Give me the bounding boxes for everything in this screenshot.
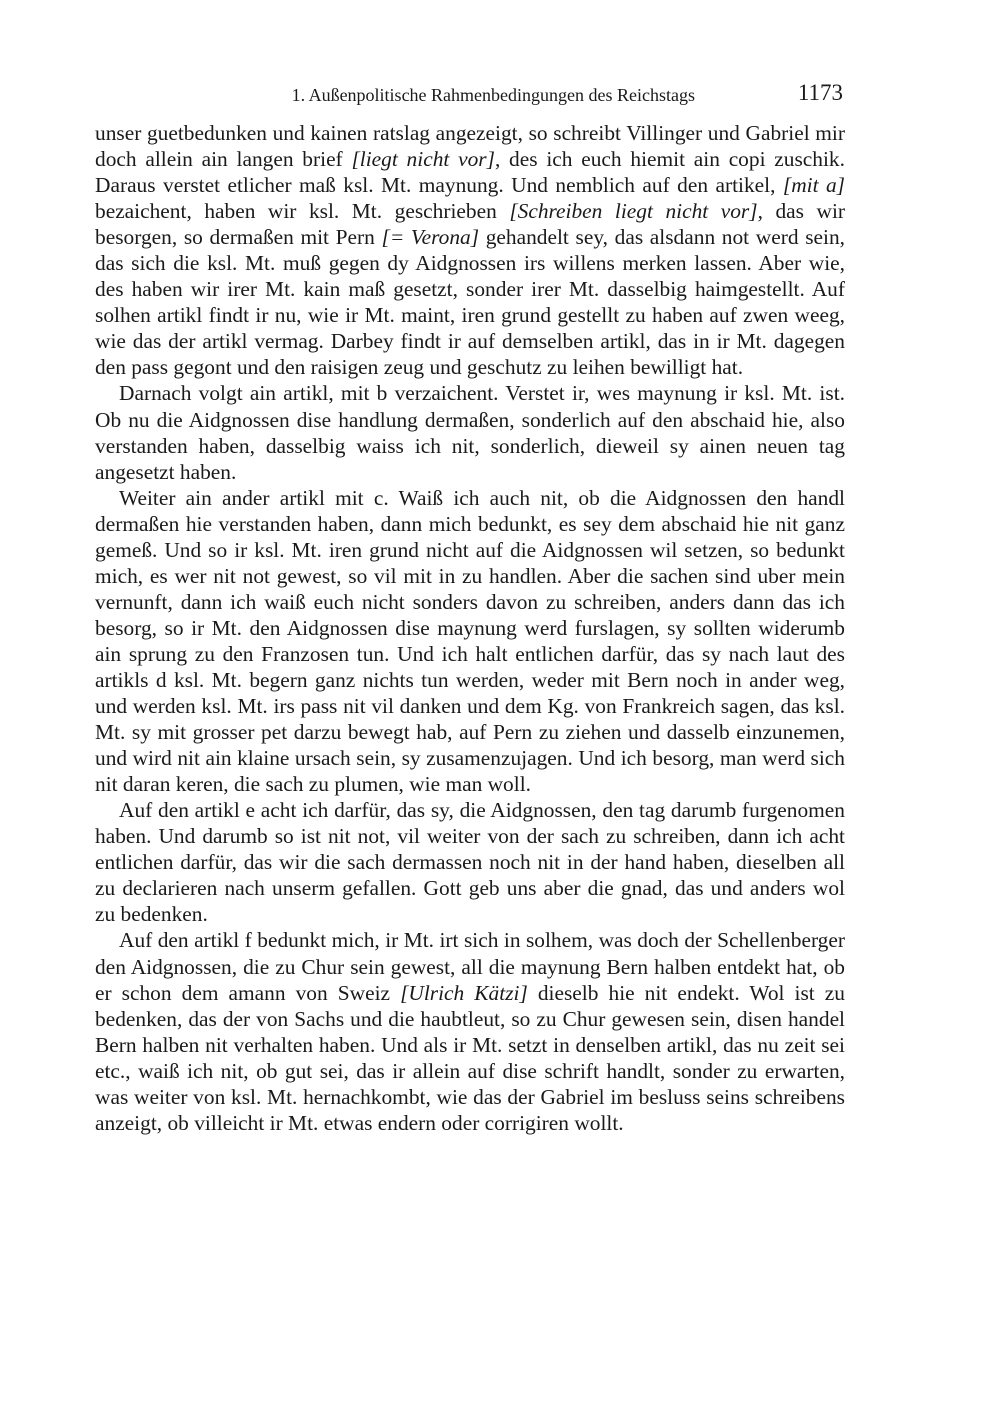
editorial-note: [mit a] [782, 173, 845, 198]
text-run: , das wir besorgen, so dermaßen mit Pern [95, 199, 846, 250]
text-run: Auf den artikl e acht ich darfür, das sy, die Aidgnossen, den tag darumb furgenomen haben. Und darumb so ist nit not, vil weiter von der sach zu schreiben, dann ich acht entlichen darfür, das wir die sach dermassen noch nit in der hand haben, dieselben all zu declarieren nach unserm gefallen. Gott geb uns aber die gnad, das und anders wol zu bedenken. [95, 798, 845, 927]
running-head [95, 80, 845, 110]
paragraph [95, 485, 845, 798]
text-run: gehandelt sey, das alsdann not werd sein, das sich die ksl. Mt. muß gegen dy Aidgnossen irs willens merken lassen. Aber wie, des haben wir irer Mt. kain maß gesetzt, sonder irer Mt. dasselbig haimgestellt. Auf solhen artikl findt ir nu, wie ir Mt. maint, iren grund gestellt zu haben auf zwen weeg, wie das der artikl vermag. Darbey findt ir auf demselben artikl, das in ir Mt. dagegen den pass gegont und den raisigen zeug und geschutz zu leihen bewilligt hat. [95, 225, 845, 380]
text-run: unser guetbedunken und kainen ratslag angezeigt, so schreibt Villinger und Gabriel mir doch allein ain langen brief [95, 121, 845, 172]
editorial-note: [Ulrich Kätzi] [400, 980, 528, 1005]
text-run: , des ich euch hiemit ain copi zuschik. Daraus verstet etlicher maß ksl. Mt. maynung. Und nemblich auf den artikel, [95, 147, 845, 198]
text-run: dieselb hie nit endekt. Wol ist zu bedenken, das der von Sachs und die haubtleut, so zu Chur gewesen sein, disen handel Bern halben nit verhalten haben. Und als ir Mt. setzt in denselben artikl, das nu zeit sei etc., waiß ich nit, ob gut sei, das ir allein auf dise schrift handlt, sonder zu erwarten, was weiter von ksl. Mt. hernachkombt, wie das der Gabriel im besluss seins schreibens anzeigt, ob villeicht ir Mt. etwas endern oder corrigiren wollt. [95, 980, 845, 1135]
body-text [95, 120, 845, 1136]
editorial-note: [Schreiben liegt nicht vor] [509, 199, 758, 224]
running-title: 1. Außenpolitische Rahmenbedingungen des Reichstags [291, 85, 695, 105]
text-run: Weiter ain ander artikl mit c. Waiß ich auch nit, ob die Aidgnossen den handl dermaßen hie verstanden haben, dann mich bedunkt, es sey dem abschaid hie nit ganz gemeß. Und so ir ksl. Mt. iren grund nicht auf die Aidgnossen wil setzen, so bedunkt mich, es wer nit not gewest, so vil mit in zu handlen. Aber die sachen sind uber mein vernunft, dann ich waiß euch nicht sonders davon zu schreiben, anders dann das ich besorg, so ir Mt. den Aidgnossen dise maynung werd furslagen, sy sollten widerumb ain sprung zu den Franzosen tun. Und ich halt entlichen darfür, das sy nach laut des artikls d ksl. Mt. begern ganz nichts tun werden, weder mit Bern noch in ander weg, und werden ksl. Mt. irs pass nit vil danken und dem Kg. von Frankreich sagen, das ksl. Mt. sy mit grosser pet darzu bewegt hab, auf Pern zu ziehen und dasselb einzunemen, und wird nit ain klaine ursach sein, sy zusamenzujagen. Und ich besorg, man werd sich nit daran keren, die sach zu plumen, wie man woll. [95, 485, 845, 797]
text-run: bezaichent, haben wir ksl. Mt. geschrieben [95, 199, 510, 224]
editorial-note: [= Verona] [381, 225, 480, 250]
paragraph [95, 120, 845, 380]
paragraph [95, 927, 845, 1135]
paragraph [95, 380, 845, 484]
paragraph [95, 797, 845, 927]
text-run: Darnach volgt ain artikl, mit b verzaichent. Verstet ir, wes maynung ir ksl. Mt. ist. Ob nu die Aidgnossen dise handlung dermaßen, sonderlich auf den abschaid hie, also verstanden haben, dasselbig waiss ich nit, sonderlich, dieweil sy ainen neuen tag angesetzt haben. [95, 381, 845, 484]
text-run: Auf den artikl f bedunkt mich, ir Mt. irt sich in solhem, was doch der Schellenberger den Aidgnossen, die zu Chur sein gewest, all die maynung Bern halben entdekt hat, ob er schon dem amann von Sweiz [95, 928, 845, 1005]
page-number: 1173 [797, 80, 843, 105]
editorial-note: [liegt nicht vor] [351, 147, 495, 172]
